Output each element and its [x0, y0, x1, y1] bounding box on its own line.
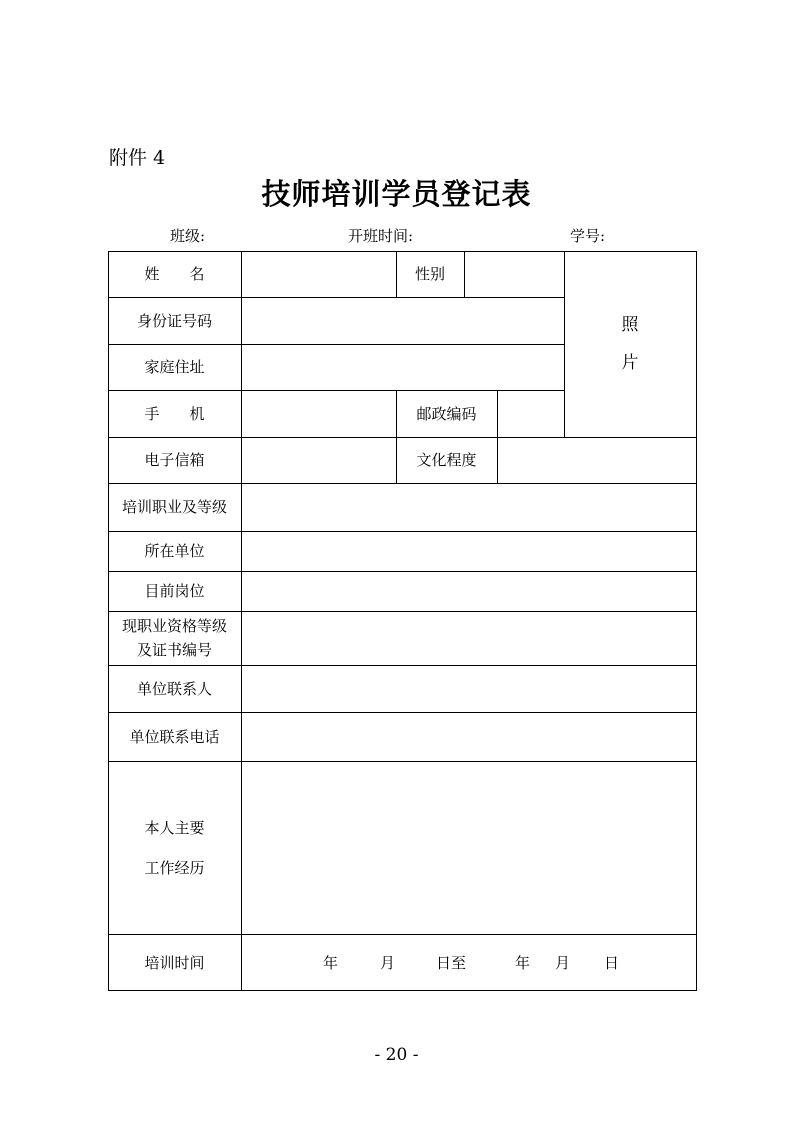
postcode-field[interactable]	[497, 390, 564, 437]
email-field[interactable]	[241, 437, 396, 483]
start-month-unit: 月	[380, 954, 396, 972]
employer-field[interactable]	[241, 531, 696, 571]
address-label: 家庭住址	[144, 358, 205, 376]
employer-label: 所在单位	[144, 542, 205, 560]
employer-phone-label: 单位联系电话	[129, 727, 220, 746]
work-experience-field[interactable]	[241, 761, 696, 934]
attachment-label: 附件 4	[109, 147, 166, 169]
work-experience-label: 本人主要 工作经历	[144, 818, 205, 877]
end-year-unit: 年	[515, 954, 531, 972]
page-number: - 20 -	[374, 1045, 419, 1065]
start-day-to-unit: 日至	[436, 954, 467, 972]
name-label: 姓名	[144, 265, 235, 283]
employer-contact-field[interactable]	[241, 665, 696, 712]
qualification-label: 现职业资格等级 及证书编号	[121, 617, 227, 659]
registration-form-table	[108, 251, 697, 991]
employer-contact-label: 单位联系人	[136, 679, 212, 698]
address-field[interactable]	[241, 344, 564, 390]
training-time-field[interactable]	[241, 934, 696, 991]
start-time-label: 开班时间:	[348, 227, 414, 245]
photo-label-top: 照	[621, 315, 639, 335]
class-label: 班级:	[170, 227, 206, 245]
id-number-label: 身份证号码	[136, 311, 212, 330]
gender-label: 性别	[414, 265, 445, 283]
current-position-field[interactable]	[241, 571, 696, 611]
id-number-field[interactable]	[241, 297, 564, 344]
training-occupation-label: 培训职业及等级	[121, 498, 227, 516]
name-field[interactable]	[241, 251, 396, 297]
photo-box[interactable]	[564, 297, 696, 391]
end-day-unit: 日	[604, 954, 620, 972]
form-title: 技师培训学员登记表	[261, 177, 532, 211]
education-field[interactable]	[497, 437, 696, 483]
start-year-unit: 年	[323, 954, 339, 972]
qualification-field[interactable]	[241, 611, 696, 665]
mobile-field[interactable]	[241, 390, 396, 437]
employer-phone-field[interactable]	[241, 712, 696, 761]
end-month-unit: 月	[555, 954, 571, 972]
mobile-label: 手机	[144, 404, 235, 423]
student-number-label: 学号:	[570, 227, 606, 245]
postcode-label: 邮政编码	[416, 404, 477, 423]
photo-label-bottom: 片	[621, 353, 639, 373]
email-label: 电子信箱	[144, 451, 205, 469]
training-occupation-field[interactable]	[241, 483, 696, 531]
gender-field[interactable]	[464, 251, 564, 297]
training-time-label: 培训时间	[144, 953, 205, 972]
education-label: 文化程度	[416, 451, 477, 469]
current-position-label: 目前岗位	[144, 582, 205, 600]
